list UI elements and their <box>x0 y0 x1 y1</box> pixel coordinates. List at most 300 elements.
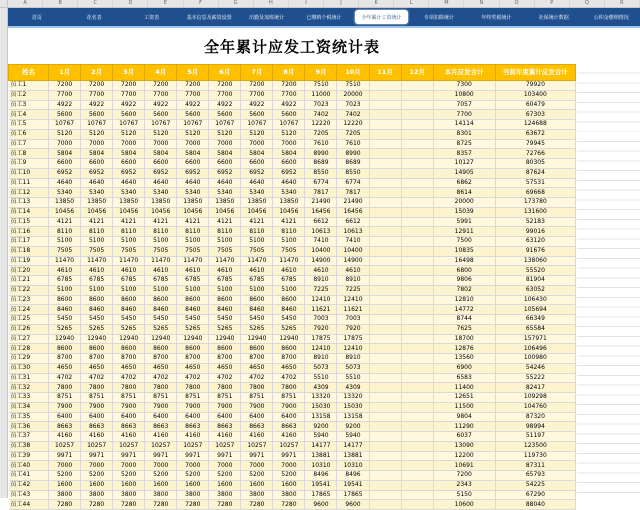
value-cell[interactable] <box>401 256 433 266</box>
value-cell[interactable]: 4121 <box>113 217 145 227</box>
value-cell[interactable]: 5200 <box>177 471 209 481</box>
value-cell[interactable]: 87320 <box>495 412 575 422</box>
value-cell[interactable]: 3800 <box>209 490 241 500</box>
value-cell[interactable]: 4160 <box>241 432 273 442</box>
value-cell[interactable]: 10800 <box>433 90 495 100</box>
value-cell[interactable] <box>369 207 401 217</box>
value-cell[interactable]: 6862 <box>433 178 495 188</box>
value-cell[interactable]: 8990 <box>337 149 369 159</box>
value-cell[interactable]: 4121 <box>49 217 81 227</box>
value-cell[interactable]: 7505 <box>81 246 113 256</box>
value-cell[interactable]: 10257 <box>177 441 209 451</box>
value-cell[interactable]: 5600 <box>49 110 81 120</box>
value-cell[interactable]: 11000 <box>305 90 337 100</box>
value-cell[interactable]: 13850 <box>241 198 273 208</box>
value-cell[interactable]: 7505 <box>209 246 241 256</box>
value-cell[interactable]: 55520 <box>495 266 575 276</box>
value-cell[interactable]: 7200 <box>49 81 81 91</box>
value-cell[interactable]: 13320 <box>305 393 337 403</box>
column-letter[interactable]: H <box>254 0 289 7</box>
value-cell[interactable]: 66349 <box>495 315 575 325</box>
employee-name-cell[interactable]: 员工4 <box>9 110 49 120</box>
value-cell[interactable]: 5200 <box>113 471 145 481</box>
value-cell[interactable] <box>401 295 433 305</box>
value-cell[interactable]: 8600 <box>145 295 177 305</box>
value-cell[interactable]: 9806 <box>433 276 495 286</box>
value-cell[interactable] <box>401 363 433 373</box>
value-cell[interactable]: 5450 <box>81 315 113 325</box>
value-cell[interactable]: 6400 <box>177 412 209 422</box>
value-cell[interactable]: 7625 <box>433 324 495 334</box>
column-header[interactable]: 4月 <box>145 65 177 81</box>
value-cell[interactable]: 5100 <box>81 237 113 247</box>
value-cell[interactable] <box>401 217 433 227</box>
value-cell[interactable]: 4610 <box>273 266 305 276</box>
value-cell[interactable]: 4702 <box>113 373 145 383</box>
value-cell[interactable]: 7000 <box>145 139 177 149</box>
value-cell[interactable]: 12220 <box>337 120 369 130</box>
value-cell[interactable]: 8110 <box>49 227 81 237</box>
value-cell[interactable]: 16498 <box>433 256 495 266</box>
value-cell[interactable]: 7920 <box>305 324 337 334</box>
value-cell[interactable] <box>401 139 433 149</box>
value-cell[interactable]: 7700 <box>113 90 145 100</box>
value-cell[interactable]: 19541 <box>337 480 369 490</box>
value-cell[interactable]: 7505 <box>241 246 273 256</box>
employee-name-cell[interactable]: 员工12 <box>9 188 49 198</box>
value-cell[interactable]: 7505 <box>49 246 81 256</box>
value-cell[interactable] <box>401 237 433 247</box>
value-cell[interactable]: 4702 <box>209 373 241 383</box>
value-cell[interactable] <box>369 295 401 305</box>
value-cell[interactable]: 7200 <box>273 81 305 91</box>
value-cell[interactable]: 10257 <box>209 441 241 451</box>
value-cell[interactable]: 5450 <box>49 315 81 325</box>
value-cell[interactable]: 5100 <box>209 285 241 295</box>
value-cell[interactable]: 12410 <box>337 295 369 305</box>
value-cell[interactable]: 5600 <box>273 110 305 120</box>
value-cell[interactable]: 54225 <box>495 480 575 490</box>
value-cell[interactable] <box>401 422 433 432</box>
value-cell[interactable]: 6952 <box>273 168 305 178</box>
value-cell[interactable]: 8460 <box>113 305 145 315</box>
employee-name-cell[interactable]: 员工35 <box>9 412 49 422</box>
employee-name-cell[interactable]: 员工37 <box>9 432 49 442</box>
value-cell[interactable]: 60479 <box>495 100 575 110</box>
value-cell[interactable]: 7280 <box>81 500 113 510</box>
value-cell[interactable]: 8751 <box>49 393 81 403</box>
value-cell[interactable]: 11621 <box>305 305 337 315</box>
value-cell[interactable]: 5450 <box>273 315 305 325</box>
value-cell[interactable]: 5450 <box>241 315 273 325</box>
value-cell[interactable]: 8663 <box>273 422 305 432</box>
value-cell[interactable]: 5200 <box>81 471 113 481</box>
value-cell[interactable]: 11400 <box>433 383 495 393</box>
value-cell[interactable]: 8600 <box>177 344 209 354</box>
column-letter[interactable]: J <box>324 0 359 7</box>
value-cell[interactable]: 7000 <box>145 461 177 471</box>
employee-name-cell[interactable]: 员工33 <box>9 393 49 403</box>
value-cell[interactable]: 6774 <box>337 178 369 188</box>
value-cell[interactable]: 8460 <box>145 305 177 315</box>
value-cell[interactable] <box>369 383 401 393</box>
value-cell[interactable]: 7000 <box>177 139 209 149</box>
value-cell[interactable]: 6400 <box>49 412 81 422</box>
value-cell[interactable]: 7003 <box>337 315 369 325</box>
column-letter[interactable]: N <box>464 0 499 7</box>
employee-name-cell[interactable]: 员工5 <box>9 120 49 130</box>
value-cell[interactable]: 5804 <box>81 149 113 159</box>
value-cell[interactable] <box>401 441 433 451</box>
value-cell[interactable]: 5510 <box>337 373 369 383</box>
column-header[interactable]: 姓名 <box>9 65 49 81</box>
column-header[interactable]: 本月应发合计 <box>433 65 495 81</box>
value-cell[interactable]: 3800 <box>177 490 209 500</box>
value-cell[interactable]: 5100 <box>273 237 305 247</box>
value-cell[interactable]: 7000 <box>113 139 145 149</box>
value-cell[interactable] <box>369 139 401 149</box>
value-cell[interactable]: 8751 <box>209 393 241 403</box>
value-cell[interactable]: 5100 <box>241 237 273 247</box>
value-cell[interactable]: 82417 <box>495 383 575 393</box>
value-cell[interactable] <box>369 305 401 315</box>
value-cell[interactable]: 1600 <box>113 480 145 490</box>
employee-name-cell[interactable]: 员工25 <box>9 315 49 325</box>
value-cell[interactable] <box>401 305 433 315</box>
value-cell[interactable] <box>369 100 401 110</box>
value-cell[interactable] <box>401 266 433 276</box>
nav-tab[interactable]: 年终奖税统计 <box>481 14 512 21</box>
value-cell[interactable]: 119730 <box>495 451 575 461</box>
value-cell[interactable]: 87311 <box>495 461 575 471</box>
column-letter[interactable]: B <box>43 0 78 7</box>
value-cell[interactable] <box>369 432 401 442</box>
value-cell[interactable]: 4922 <box>177 100 209 110</box>
value-cell[interactable]: 10257 <box>145 441 177 451</box>
value-cell[interactable]: 5340 <box>81 188 113 198</box>
value-cell[interactable]: 7225 <box>337 285 369 295</box>
value-cell[interactable]: 5450 <box>113 315 145 325</box>
value-cell[interactable]: 1600 <box>241 480 273 490</box>
value-cell[interactable]: 9804 <box>433 412 495 422</box>
value-cell[interactable]: 7000 <box>81 461 113 471</box>
value-cell[interactable]: 5100 <box>209 237 241 247</box>
nav-tab[interactable]: 专项扣除统计 <box>423 14 454 21</box>
value-cell[interactable] <box>401 276 433 286</box>
value-cell[interactable]: 13090 <box>433 441 495 451</box>
value-cell[interactable] <box>401 344 433 354</box>
nav-tab[interactable]: 工资表 <box>144 14 160 21</box>
value-cell[interactable] <box>369 129 401 139</box>
value-cell[interactable]: 6612 <box>305 217 337 227</box>
value-cell[interactable]: 4610 <box>305 266 337 276</box>
value-cell[interactable]: 7700 <box>241 90 273 100</box>
value-cell[interactable]: 8600 <box>241 295 273 305</box>
value-cell[interactable]: 19541 <box>305 480 337 490</box>
value-cell[interactable]: 8751 <box>273 393 305 403</box>
value-cell[interactable]: 4922 <box>241 100 273 110</box>
value-cell[interactable]: 10257 <box>241 441 273 451</box>
value-cell[interactable]: 7800 <box>81 383 113 393</box>
value-cell[interactable]: 5200 <box>145 471 177 481</box>
value-cell[interactable]: 11470 <box>81 256 113 266</box>
value-cell[interactable]: 10613 <box>337 227 369 237</box>
value-cell[interactable] <box>401 490 433 500</box>
value-cell[interactable] <box>401 500 433 510</box>
value-cell[interactable]: 5600 <box>241 110 273 120</box>
value-cell[interactable] <box>401 354 433 364</box>
value-cell[interactable]: 7200 <box>241 81 273 91</box>
value-cell[interactable] <box>401 461 433 471</box>
value-cell[interactable]: 7900 <box>209 402 241 412</box>
employee-name-cell[interactable]: 员工18 <box>9 246 49 256</box>
value-cell[interactable]: 14177 <box>337 441 369 451</box>
value-cell[interactable]: 4640 <box>113 178 145 188</box>
value-cell[interactable]: 67303 <box>495 110 575 120</box>
value-cell[interactable]: 10767 <box>209 120 241 130</box>
value-cell[interactable] <box>369 81 401 91</box>
value-cell[interactable]: 8600 <box>177 295 209 305</box>
value-cell[interactable]: 7225 <box>305 285 337 295</box>
select-all-corner[interactable] <box>0 0 8 7</box>
value-cell[interactable]: 13850 <box>177 198 209 208</box>
value-cell[interactable] <box>401 402 433 412</box>
value-cell[interactable]: 8689 <box>337 159 369 169</box>
value-cell[interactable]: 12940 <box>241 334 273 344</box>
value-cell[interactable]: 5120 <box>81 129 113 139</box>
value-cell[interactable]: 8751 <box>177 393 209 403</box>
employee-name-cell[interactable]: 员工41 <box>9 471 49 481</box>
value-cell[interactable]: 9971 <box>113 451 145 461</box>
value-cell[interactable]: 9971 <box>273 451 305 461</box>
value-cell[interactable] <box>369 334 401 344</box>
value-cell[interactable]: 4121 <box>177 217 209 227</box>
value-cell[interactable]: 6952 <box>177 168 209 178</box>
value-cell[interactable]: 4121 <box>81 217 113 227</box>
value-cell[interactable]: 11470 <box>49 256 81 266</box>
value-cell[interactable]: 7900 <box>177 402 209 412</box>
value-cell[interactable]: 5150 <box>433 490 495 500</box>
value-cell[interactable]: 5100 <box>145 285 177 295</box>
value-cell[interactable]: 7205 <box>305 129 337 139</box>
value-cell[interactable]: 5265 <box>145 324 177 334</box>
value-cell[interactable]: 8110 <box>177 227 209 237</box>
value-cell[interactable] <box>369 276 401 286</box>
value-cell[interactable]: 4160 <box>273 432 305 442</box>
value-cell[interactable] <box>401 198 433 208</box>
value-cell[interactable] <box>401 168 433 178</box>
value-cell[interactable]: 104760 <box>495 402 575 412</box>
value-cell[interactable]: 5340 <box>177 188 209 198</box>
value-cell[interactable]: 6400 <box>113 412 145 422</box>
value-cell[interactable]: 5600 <box>81 110 113 120</box>
value-cell[interactable]: 5340 <box>241 188 273 198</box>
value-cell[interactable]: 6785 <box>81 276 113 286</box>
value-cell[interactable]: 7280 <box>273 500 305 510</box>
value-cell[interactable]: 88040 <box>495 500 575 510</box>
value-cell[interactable]: 7280 <box>209 500 241 510</box>
employee-name-cell[interactable]: 员工44 <box>9 500 49 510</box>
value-cell[interactable]: 4650 <box>177 363 209 373</box>
value-cell[interactable]: 8357 <box>433 149 495 159</box>
value-cell[interactable]: 8460 <box>209 305 241 315</box>
value-cell[interactable]: 11290 <box>433 422 495 432</box>
employee-name-cell[interactable]: 员工15 <box>9 217 49 227</box>
employee-name-cell[interactable]: 员工31 <box>9 373 49 383</box>
value-cell[interactable]: 6600 <box>113 159 145 169</box>
value-cell[interactable]: 7510 <box>337 81 369 91</box>
employee-name-cell[interactable]: 员工30 <box>9 363 49 373</box>
value-cell[interactable]: 5120 <box>49 129 81 139</box>
value-cell[interactable]: 5450 <box>209 315 241 325</box>
value-cell[interactable]: 12940 <box>145 334 177 344</box>
value-cell[interactable] <box>369 363 401 373</box>
value-cell[interactable] <box>401 110 433 120</box>
value-cell[interactable]: 5265 <box>81 324 113 334</box>
value-cell[interactable]: 8460 <box>241 305 273 315</box>
value-cell[interactable]: 14177 <box>305 441 337 451</box>
value-cell[interactable]: 5600 <box>113 110 145 120</box>
value-cell[interactable]: 16456 <box>305 207 337 217</box>
value-cell[interactable]: 4650 <box>49 363 81 373</box>
value-cell[interactable] <box>369 461 401 471</box>
value-cell[interactable]: 8110 <box>273 227 305 237</box>
column-header[interactable]: 11月 <box>369 65 401 81</box>
nav-tab[interactable]: 全年累计工资统计 <box>355 10 408 24</box>
value-cell[interactable]: 5200 <box>49 471 81 481</box>
value-cell[interactable]: 5804 <box>273 149 305 159</box>
nav-tab[interactable]: 社保统计数据 <box>538 14 569 21</box>
value-cell[interactable]: 8600 <box>209 295 241 305</box>
value-cell[interactable]: 2343 <box>433 480 495 490</box>
value-cell[interactable]: 63120 <box>495 237 575 247</box>
value-cell[interactable]: 8910 <box>305 354 337 364</box>
value-cell[interactable]: 4702 <box>241 373 273 383</box>
column-header[interactable]: 当前年度累计应发合计 <box>495 65 575 81</box>
value-cell[interactable]: 8600 <box>273 344 305 354</box>
value-cell[interactable]: 98994 <box>495 422 575 432</box>
value-cell[interactable]: 6037 <box>433 432 495 442</box>
value-cell[interactable]: 5450 <box>177 315 209 325</box>
value-cell[interactable]: 13560 <box>433 354 495 364</box>
value-cell[interactable]: 5120 <box>273 129 305 139</box>
value-cell[interactable]: 4160 <box>209 432 241 442</box>
value-cell[interactable]: 7700 <box>209 90 241 100</box>
value-cell[interactable] <box>401 227 433 237</box>
value-cell[interactable]: 5265 <box>241 324 273 334</box>
value-cell[interactable]: 10767 <box>273 120 305 130</box>
value-cell[interactable]: 8110 <box>113 227 145 237</box>
column-letter[interactable]: P <box>535 0 570 7</box>
value-cell[interactable]: 7505 <box>273 246 305 256</box>
value-cell[interactable] <box>369 159 401 169</box>
value-cell[interactable] <box>401 285 433 295</box>
employee-name-cell[interactable]: 员工36 <box>9 422 49 432</box>
value-cell[interactable]: 4650 <box>241 363 273 373</box>
value-cell[interactable] <box>401 393 433 403</box>
column-header[interactable]: 7月 <box>241 65 273 81</box>
value-cell[interactable]: 7000 <box>241 461 273 471</box>
value-cell[interactable]: 13850 <box>49 198 81 208</box>
value-cell[interactable]: 8301 <box>433 129 495 139</box>
value-cell[interactable]: 5804 <box>145 149 177 159</box>
value-cell[interactable]: 4610 <box>113 266 145 276</box>
value-cell[interactable]: 99016 <box>495 227 575 237</box>
employee-name-cell[interactable]: 员工10 <box>9 168 49 178</box>
value-cell[interactable]: 81904 <box>495 276 575 286</box>
employee-name-cell[interactable]: 员工43 <box>9 490 49 500</box>
value-cell[interactable] <box>401 129 433 139</box>
value-cell[interactable] <box>369 217 401 227</box>
nav-tab[interactable]: 基本信息及薪资设置 <box>186 14 232 21</box>
employee-name-cell[interactable]: 员工11 <box>9 178 49 188</box>
value-cell[interactable]: 7920 <box>337 324 369 334</box>
value-cell[interactable]: 15030 <box>305 402 337 412</box>
value-cell[interactable]: 8663 <box>177 422 209 432</box>
value-cell[interactable]: 7802 <box>433 285 495 295</box>
value-cell[interactable]: 10456 <box>177 207 209 217</box>
value-cell[interactable] <box>369 471 401 481</box>
value-cell[interactable]: 9971 <box>49 451 81 461</box>
value-cell[interactable]: 21490 <box>337 198 369 208</box>
value-cell[interactable]: 8751 <box>81 393 113 403</box>
value-cell[interactable]: 4610 <box>337 266 369 276</box>
value-cell[interactable]: 10257 <box>49 441 81 451</box>
value-cell[interactable]: 6400 <box>241 412 273 422</box>
value-cell[interactable] <box>401 324 433 334</box>
employee-name-cell[interactable]: 员工26 <box>9 324 49 334</box>
value-cell[interactable]: 7000 <box>81 139 113 149</box>
value-cell[interactable]: 10456 <box>81 207 113 217</box>
value-cell[interactable]: 7900 <box>81 402 113 412</box>
value-cell[interactable]: 55222 <box>495 373 575 383</box>
value-cell[interactable]: 11470 <box>209 256 241 266</box>
value-cell[interactable] <box>369 393 401 403</box>
column-letter[interactable]: Q <box>570 0 605 7</box>
column-header[interactable]: 8月 <box>273 65 305 81</box>
value-cell[interactable]: 6952 <box>81 168 113 178</box>
value-cell[interactable] <box>401 471 433 481</box>
employee-name-cell[interactable]: 员工1 <box>9 81 49 91</box>
value-cell[interactable]: 10767 <box>49 120 81 130</box>
value-cell[interactable]: 15030 <box>337 402 369 412</box>
value-cell[interactable]: 10767 <box>145 120 177 130</box>
column-letter[interactable]: F <box>184 0 219 7</box>
value-cell[interactable]: 6952 <box>241 168 273 178</box>
value-cell[interactable]: 6800 <box>433 266 495 276</box>
value-cell[interactable]: 7402 <box>305 110 337 120</box>
value-cell[interactable]: 7800 <box>145 383 177 393</box>
value-cell[interactable]: 10456 <box>273 207 305 217</box>
value-cell[interactable] <box>369 285 401 295</box>
value-cell[interactable]: 11470 <box>241 256 273 266</box>
value-cell[interactable]: 6785 <box>145 276 177 286</box>
value-cell[interactable]: 1600 <box>273 480 305 490</box>
value-cell[interactable]: 5100 <box>113 237 145 247</box>
value-cell[interactable]: 5073 <box>337 363 369 373</box>
value-cell[interactable] <box>369 490 401 500</box>
employee-name-cell[interactable]: 员工20 <box>9 266 49 276</box>
value-cell[interactable]: 8910 <box>337 354 369 364</box>
value-cell[interactable]: 12940 <box>49 334 81 344</box>
value-cell[interactable]: 12410 <box>337 344 369 354</box>
value-cell[interactable]: 3800 <box>145 490 177 500</box>
value-cell[interactable]: 1600 <box>49 480 81 490</box>
value-cell[interactable]: 7280 <box>49 500 81 510</box>
column-letter[interactable]: R <box>605 0 640 7</box>
value-cell[interactable]: 80305 <box>495 159 575 169</box>
value-cell[interactable]: 6400 <box>209 412 241 422</box>
